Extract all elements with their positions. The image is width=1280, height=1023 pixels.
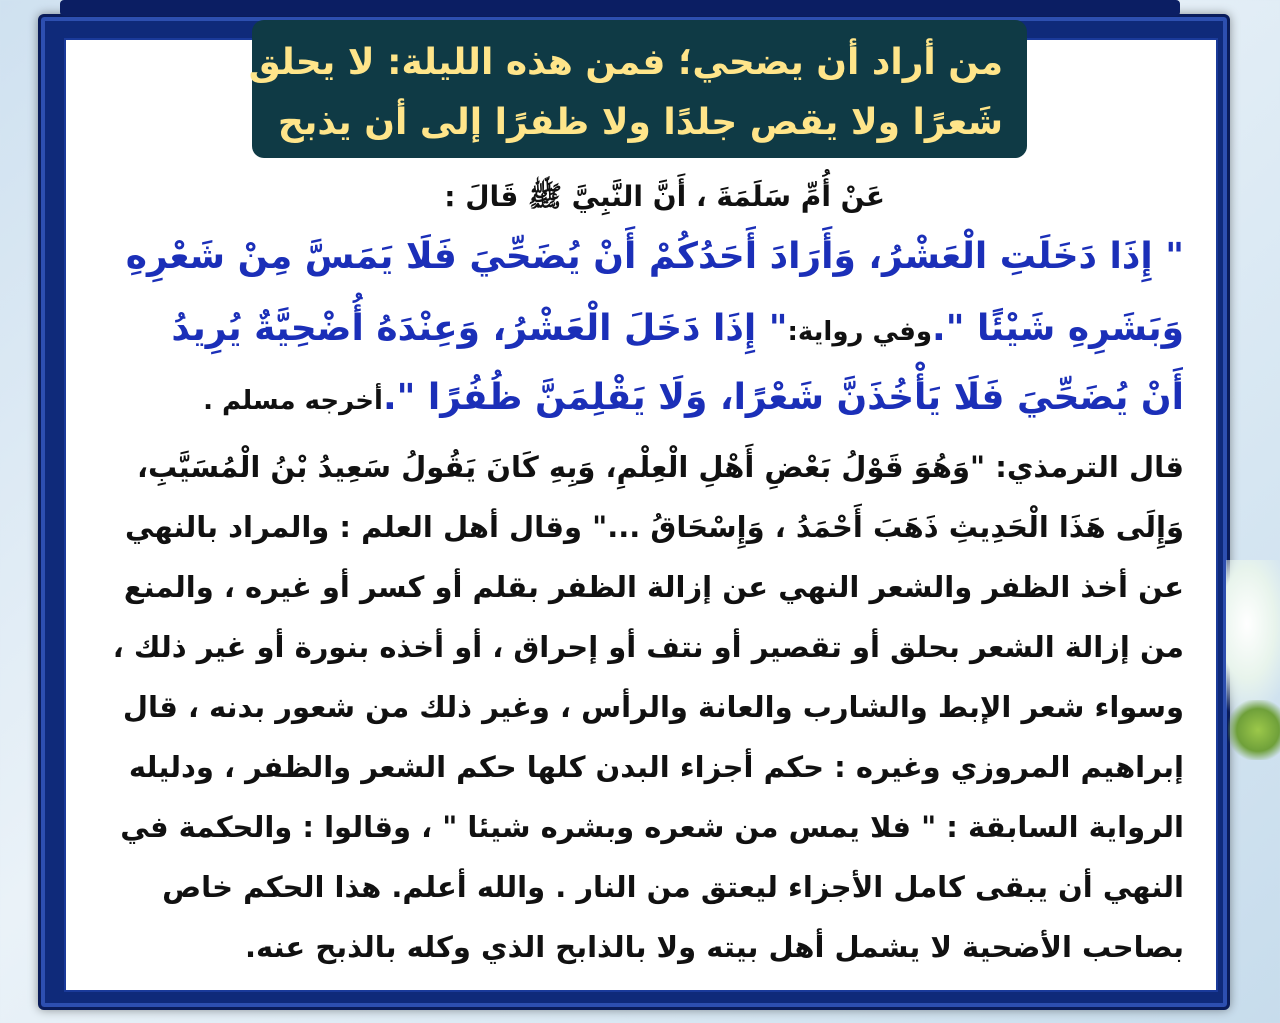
hadith-narrator: عَنْ أُمِّ سَلَمَةَ ، أَنَّ النَّبِيَّ ﷺ قَالَ : xyxy=(444,180,885,213)
body-line-1: قال الترمذي: "وَهُوَ قَوْلُ بَعْضِ أَهْلِ الْعِلْمِ، وَبِهِ كَانَ يَقُولُ سَعِيدُ بْنُ الْمُسَيَّبِ، xyxy=(136,450,1184,484)
hadith-line-2-part-1: وَبَشَرِهِ شَيْئًا ". xyxy=(932,308,1184,349)
hadith-line-2 xyxy=(100,308,1184,349)
body-line-2: وَإِلَى هَذَا الْحَدِيثِ ذَهَبَ أَحْمَدُ ، وَإِسْحَاقُ ..." وقال أهل العلم : والمراد بالنهي xyxy=(125,510,1184,544)
flower-decoration xyxy=(1226,560,1280,720)
body-line-9: بصاحب الأضحية لا يشمل أهل بيته ولا بالذابح الذي وكله بالذبح عنه. xyxy=(244,930,1184,964)
title-line-1: من أراد أن يضحي؛ فمن هذه الليلة: لا يحلق xyxy=(248,42,1003,83)
hadith-line-1: " إِذَا دَخَلَتِ الْعَشْرُ، وَأَرَادَ أَحَدُكُمْ أَنْ يُضَحِّيَ فَلَا يَمَسَّ مِنْ شَعْرِهِ xyxy=(125,236,1184,277)
flower-bud-decoration xyxy=(1228,700,1280,760)
hadith-line-2-part-2: " إِذَا دَخَلَ الْعَشْرُ، وَعِنْدَهُ أُضْحِيَّةٌ يُرِيدُ xyxy=(171,308,788,349)
hadith-source: أخرجه مسلم . xyxy=(203,386,383,416)
body-line-8: النهي أن يبقى كامل الأجزاء ليعتق من النار . والله أعلم. هذا الحكم خاص xyxy=(162,870,1184,904)
body-line-4: من إزالة الشعر بحلق أو تقصير أو نتف أو إحراق ، أو أخذه بنورة أو غير ذلك ، xyxy=(112,630,1184,664)
title-line-2: شَعرًا ولا يقص جلدًا ولا ظفرًا إلى أن يذبح xyxy=(277,102,1003,143)
body-line-5: وسواء شعر الإبط والشارب والعانة والرأس ، وغير ذلك من شعور بدنه ، قال xyxy=(122,690,1184,724)
body-line-3: عن أخذ الظفر والشعر النهي عن إزالة الظفر بقلم أو كسر أو غيره ، والمنع xyxy=(123,570,1184,604)
title-banner xyxy=(248,20,1027,158)
hadith-line-3 xyxy=(100,377,1184,418)
body-line-6: إبراهيم المروزي وغيره : حكم أجزاء البدن كلها حكم الشعر والظفر ، ودليله xyxy=(128,750,1184,784)
hadith-line-3-text: أَنْ يُضَحِّيَ فَلَا يَأْخُذَنَّ شَعْرًا، وَلَا يَقْلِمَنَّ ظُفُرًا ". xyxy=(382,377,1184,418)
body-line-7: الرواية السابقة : " فلا يمس من شعره وبشره شيئا " ، وقالوا : والحكمة في xyxy=(120,810,1184,844)
hadith-variant-label: وفي رواية: xyxy=(787,317,933,347)
frame-top-bar xyxy=(60,0,1180,16)
